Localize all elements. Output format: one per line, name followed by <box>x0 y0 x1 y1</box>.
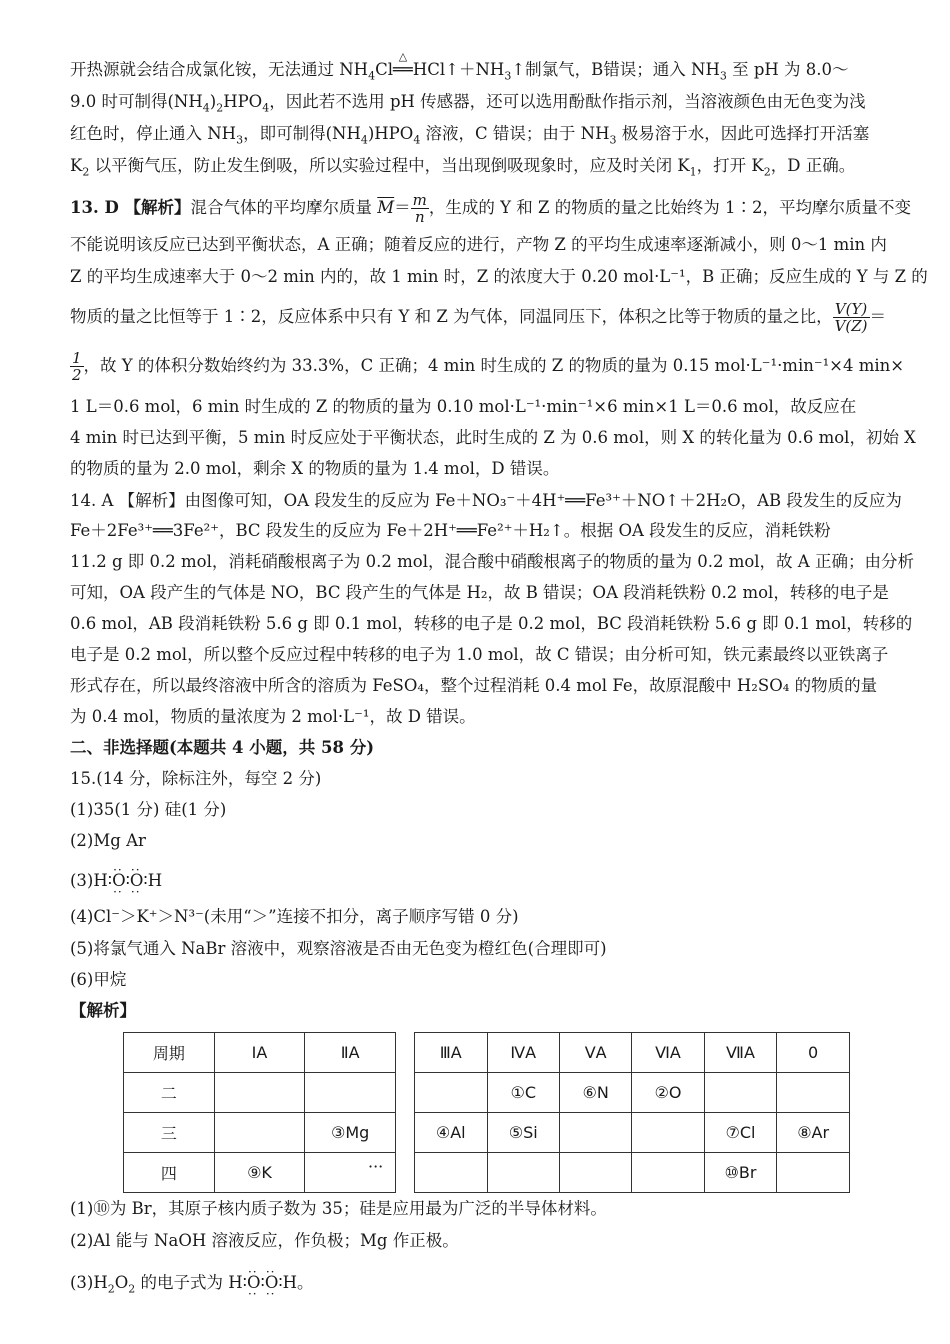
q14-line-5: 0.6 mol，AB 段消耗铁粉 5.6 g 即 0.1 mol，转移的电子是 0.2 mol，BC 段消耗铁粉 5.6 g 即 0.1 mol，转移的 <box>70 614 913 633</box>
table-cell: 三 <box>124 1113 215 1153</box>
table-cell: ⅥA <box>632 1033 704 1073</box>
table-cell <box>415 1073 488 1113</box>
periodic-table <box>123 1032 850 1184</box>
q13-line-6: 1 L＝0.6 mol，6 min 时生成的 Z 的物质的量为 0.10 mol·L⁻¹·min⁻¹×6 min×1 L＝0.6 mol，故反应在 <box>70 397 857 416</box>
table-cell: ②O <box>632 1073 704 1113</box>
explanation-3: $(3)H_2O_2$ 的电子式为 H∶·· O ··∶·· O ··∶H。 <box>70 1268 902 1298</box>
table-cell <box>777 1073 850 1113</box>
text-line: 开热源就会结合成氯化铵，无法通过 $NH_4Cl$ △ $══HCl↑+NH_3↑$制氯气，B错误；通入 $NH_3$ 至 pH 为 8.0～ <box>70 50 849 83</box>
table-cell <box>214 1113 305 1153</box>
table-cell <box>559 1113 631 1153</box>
table-cell: ⅦA <box>704 1033 777 1073</box>
q13-line-7: 4 min 时已达到平衡，5 min 时反应处于平衡状态，此时生成的 Z 为 0.6 mol，则 X 的转化量为 0.6 mol，初始 X <box>70 428 916 447</box>
fraction-vy-vz: $\frac{V(Y)}{V(Z)}$ <box>834 300 868 335</box>
table-cell <box>559 1153 631 1193</box>
analysis-heading: 【解析】 <box>70 1001 136 1020</box>
table-cell: ⑦Cl <box>704 1113 777 1153</box>
fraction-half: $\frac{1}{2}$ <box>72 349 82 384</box>
periodic-table-left <box>123 1032 396 1193</box>
table-cell: ①C <box>487 1073 559 1113</box>
answer-6: (6)甲烷 <box>70 970 127 989</box>
q13-line-4: 物质的量之比恒等于 1∶2，反应体系中只有 Y 和 Z 为气体，同温同压下，体积之比等于物质的量之比， $\frac{V(Y)}{V(Z)}$ ＝ <box>70 300 887 335</box>
table-cell: ⑥N <box>559 1073 631 1113</box>
table-ellipsis: ··· <box>368 1157 384 1176</box>
answer-3: (3)H∶·· O ··∶·· O ··∶H <box>70 866 902 896</box>
text-line: $K_2$ 以平衡气压，防止发生倒吸，所以实验过程中，当出现倒吸现象时，应及时关闭 $K_1$，打开 $K_2$，D 正确。 <box>70 156 856 179</box>
table-cell <box>777 1153 850 1193</box>
table-cell: 0 <box>777 1033 850 1073</box>
answer-4: (4)Cl⁻＞K⁺＞N³⁻(未用“＞”连接不扣分，离子顺序写错 0 分) <box>70 907 519 926</box>
q14-line-3: 11.2 g 即 0.2 mol，消耗硝酸根离子为 0.2 mol，混合酸中硝酸根离子的物质的量为 0.2 mol，故 A 正确；由分析 <box>70 552 914 571</box>
table-cell: ⅢA <box>415 1033 488 1073</box>
table-cell <box>305 1073 396 1113</box>
fraction-m-over-n: $\frac{m}{n}$ <box>412 191 427 226</box>
table-cell: ⑤Si <box>487 1113 559 1153</box>
table-cell: 二 <box>124 1073 215 1113</box>
section-heading: 二、非选择题(本题共 4 小题，共 58 分) <box>70 738 375 757</box>
q13-line-2: 不能说明该反应已达到平衡状态，A 正确；随着反应的进行，产物 Z 的平均生成速率逐渐减小，则 0～1 min 内 <box>70 235 887 254</box>
table-cell <box>214 1073 305 1113</box>
q13-line-3: Z 的平均生成速率大于 0～2 min 内的，故 1 min 时，Z 的浓度大于 0.20 mol·L⁻¹，B 正确；反应生成的 Y 与 Z 的 <box>70 267 928 286</box>
table-cell: ⅤA <box>559 1033 631 1073</box>
table-cell: ④Al <box>415 1113 488 1153</box>
text-line: 红色时，停止通入 $NH_3$，即可制得$(NH_4)HPO_4$ 溶液，C 错误；由于 $NH_3$ 极易溶于水，因此可选择打开活塞 <box>70 124 870 147</box>
table-cell: ⑨K <box>214 1153 305 1193</box>
table-cell <box>704 1073 777 1113</box>
q15-heading: 15.(14 分，除标注外，每空 2 分) <box>70 769 322 788</box>
q14-line-1: 14. A 【解析】由图像可知，OA 段发生的反应为 Fe＋NO₃⁻＋4H⁺══Fe³⁺＋NO↑＋2H₂O，AB 段发生的反应为 <box>70 491 902 510</box>
periodic-table-right <box>414 1032 850 1193</box>
q13-line-1: 13. D 【解析】混合气体的平均摩尔质量 $\overline{M}=$ $\frac{m}{n}$ ，生成的 Y 和 Z 的物质的量之比始终为 1∶2，平均摩尔质量不变 <box>70 191 911 226</box>
table-cell <box>487 1153 559 1193</box>
q14-line-4: 可知，OA 段产生的气体是 NO，BC 段产生的气体是 H₂，故 B 错误；OA 段消耗铁粉 0.2 mol，转移的电子是 <box>70 583 889 602</box>
q14-line-7: 形式存在，所以最终溶液中所含的溶质为 FeSO₄，整个过程消耗 0.4 mol Fe，故原混酸中 H₂SO₄ 的物质的量 <box>70 676 878 695</box>
table-cell: ⅣA <box>487 1033 559 1073</box>
explanation-2: (2)Al 能与 NaOH 溶液反应，作负极；Mg 作正极。 <box>70 1231 459 1250</box>
table-cell <box>632 1113 704 1153</box>
table-cell: ⅡA <box>305 1033 396 1073</box>
text-line: 9.0 时可制得$(NH_4)_2HPO_4$，因此若不选用 pH 传感器，还可以选用酚酞作指示剂，当溶液颜色由无色变为浅 <box>70 92 866 115</box>
answer-5: (5)将氯气通入 NaBr 溶液中，观察溶液是否由无色变为橙红色(合理即可) <box>70 939 607 958</box>
table-cell <box>415 1153 488 1193</box>
q13-line-8: 的物质的量为 2.0 mol，剩余 X 的物质的量为 1.4 mol，D 错误。 <box>70 459 560 478</box>
answer-2: (2)Mg Ar <box>70 831 146 850</box>
q14-line-6: 电子是 0.2 mol，所以整个反应过程中转移的电子为 1.0 mol，故 C 错误；由分析可知，铁元素最终以亚铁离子 <box>70 645 889 664</box>
explanation-1: (1)⑩为 Br，其原子核内质子数为 35；硅是应用最为广泛的半导体材料。 <box>70 1199 607 1218</box>
q14-line-8: 为 0.4 mol，物质的量浓度为 2 mol·L⁻¹，故 D 错误。 <box>70 707 476 726</box>
q13-line-5: $\frac{1}{2}$ ，故 Y 的体积分数始终约为 33.3%，C 正确；4 min 时生成的 Z 的物质的量为 0.15 mol·L⁻¹·min⁻¹×4 min× <box>72 349 905 384</box>
table-cell: ⑩Br <box>704 1153 777 1193</box>
q14-line-2: Fe＋2Fe³⁺══3Fe²⁺，BC 段发生的反应为 Fe＋2H⁺══Fe²⁺＋H₂↑。根据 OA 段发生的反应，消耗铁粉 <box>70 521 831 540</box>
table-cell: ⅠA <box>214 1033 305 1073</box>
table-cell: 周期 <box>124 1033 215 1073</box>
table-cell: 四 <box>124 1153 215 1193</box>
table-cell: ⑧Ar <box>777 1113 850 1153</box>
table-cell <box>632 1153 704 1193</box>
answer-1: (1)35(1 分) 硅(1 分) <box>70 800 227 819</box>
table-cell: ③Mg <box>305 1113 396 1153</box>
